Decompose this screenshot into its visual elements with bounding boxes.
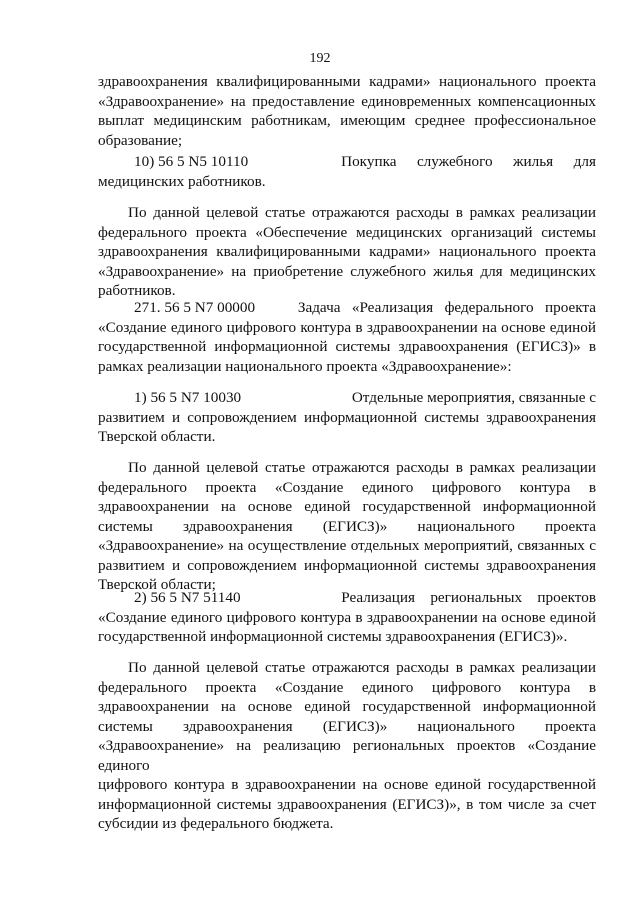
task-271-word: «Реализация	[351, 299, 434, 316]
item-2-code: 2) 56 5 N7 51140	[134, 589, 241, 606]
text-line: здравоохранении на основе единой государственной информационной	[98, 498, 596, 515]
text-line: здравоохранения квалифицированными кадрами» национального проекта	[98, 243, 596, 260]
task-271-word: Задача	[297, 299, 341, 316]
text-line: «Здравоохранение» на осуществление отдельных мероприятий, связанных с	[98, 537, 596, 554]
task-271-first-line	[98, 298, 596, 318]
paragraph-item-1-description	[98, 458, 596, 595]
text-line: медицинских работников.	[98, 172, 266, 190]
text-line: государственной информационной системы здравоохранения (ЕГИСЗ)».	[98, 628, 568, 645]
text-line: рамках реализации национального проекта «Здравоохранение»:	[98, 357, 512, 375]
paragraph-item-2-description	[98, 658, 596, 834]
text-line: Тверской области;	[98, 576, 216, 593]
text-line: По данной целевой статье отражаются расходы в рамках реализации	[128, 204, 596, 221]
item-1-code: 1) 56 5 N7 10030	[134, 389, 242, 406]
text-line: информационной системы здравоохранения (ЕГИСЗ)», в том числе за счет	[98, 795, 596, 813]
text-line: государственной информационной системы здравоохранения (ЕГИСЗ)» в	[98, 338, 596, 355]
item-1-first-line	[98, 388, 596, 408]
item-2-heading	[98, 588, 596, 647]
item-2-word: региональных	[430, 589, 523, 606]
text-line: цифрового контура в здравоохранении на основе единой государственной	[98, 776, 596, 793]
text-line: здравоохранении на основе единой государственной информационной	[98, 698, 596, 715]
item-2-first-line	[98, 588, 596, 608]
text-line: «Создание единого цифрового контура в здравоохранении на основе единой	[98, 608, 596, 626]
item-10-first-line	[98, 152, 596, 172]
item-10-heading	[98, 152, 596, 191]
item-2-word: проектов	[537, 589, 596, 606]
task-271-heading	[98, 298, 596, 376]
text-line: работников.	[98, 282, 176, 299]
text-line: «Здравоохранение» на приобретение служебного жилья для медицинских	[98, 262, 596, 280]
item-1-title: Отдельные мероприятия, связанные с	[351, 389, 596, 406]
text-line: здравоохранения квалифицированными кадрами» национального проекта	[98, 73, 596, 90]
task-271-word: проекта	[544, 299, 596, 316]
text-line: «Здравоохранение» на реализацию региональных проектов «Создание единого	[98, 737, 596, 774]
task-271-code: 271. 56 5 N7 00000	[134, 299, 256, 316]
text-line: По данной целевой статье отражаются расходы в рамках реализации	[128, 659, 596, 676]
text-line: образование;	[98, 131, 183, 149]
text-line: федерального проекта «Создание единого цифрового контура в	[98, 678, 596, 696]
text-line: выплат медицинским работникам, имеющим среднее профессиональное	[98, 112, 596, 129]
paragraph-item-10-description	[98, 203, 596, 301]
text-line: «Создание единого цифрового контура в здравоохранении на основе единой	[98, 318, 596, 336]
text-line: Тверской области.	[98, 428, 216, 445]
item-10-word: Покупка	[341, 153, 397, 170]
text-line: системы здравоохранения (ЕГИСЗ)» национального проекта	[98, 517, 596, 535]
text-line: По данной целевой статье отражаются расходы в рамках реализации	[128, 459, 596, 476]
text-line: «Здравоохранение» на предоставление единовременных компенсационных	[98, 92, 596, 110]
item-10-word: служебного	[416, 153, 493, 170]
text-line: системы здравоохранения (ЕГИСЗ)» национального проекта	[98, 717, 596, 735]
page-number: 192	[309, 51, 331, 66]
item-10-word: для	[573, 153, 596, 170]
text-line: субсидии из федерального бюджета.	[98, 815, 334, 832]
text-line: развитием и сопровождением информационной системы здравоохранения	[98, 556, 596, 574]
text-line: развитием и сопровождением информационной системы здравоохранения	[98, 408, 596, 426]
text-line: федерального проекта «Создание единого цифрового контура в	[98, 478, 596, 496]
paragraph-continuation	[98, 72, 596, 150]
item-10-code: 10) 56 5 N5 10110	[134, 153, 249, 170]
text-line: федерального проекта «Обеспечение медицинских организаций системы	[98, 223, 596, 241]
item-10-word: жилья	[513, 153, 554, 170]
task-271-word: федерального	[444, 299, 534, 316]
item-2-word: Реализация	[341, 589, 415, 606]
item-1-heading	[98, 388, 596, 447]
